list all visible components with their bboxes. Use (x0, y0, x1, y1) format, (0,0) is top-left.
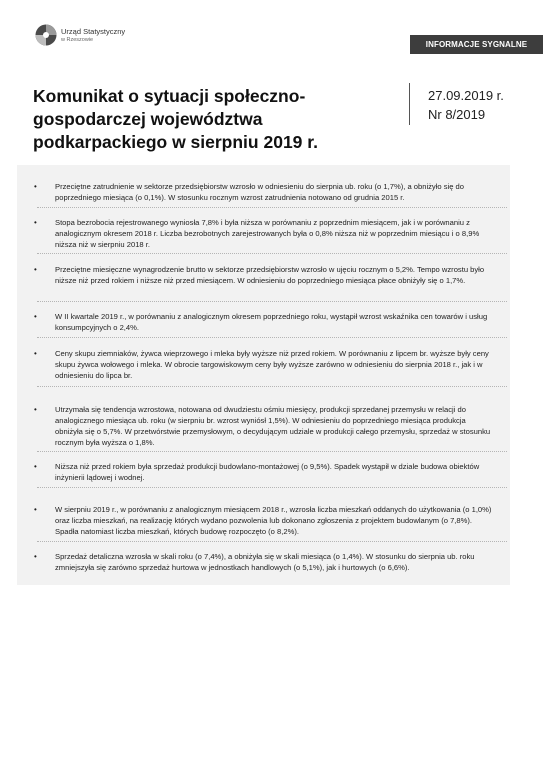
bullet-icon: • (34, 462, 37, 471)
list-item-text: W II kwartale 2019 r., w porównaniu z analogicznym okresem poprzedniego roku, wystąpił wzrost wskaźnika cen towarów i usług konsumpcyjnych o 2,4%. (55, 312, 488, 332)
bullet-icon: • (34, 312, 37, 321)
publication-meta (428, 86, 504, 124)
list-item-text: Niższa niż przed rokiem była sprzedaż produkcji budowlano-montażowej (o 9,5%). Spadek wystąpił w dziale budowa obiektów inżynierii lądowej i wodnej. (55, 462, 480, 482)
logo-text (61, 27, 125, 45)
logo-name: Urząd Statystyczny (61, 27, 126, 36)
logo (35, 24, 145, 50)
list-item-text: Stopa bezrobocia rejestrowanego wyniosła 7,8% i była niższa w porównaniu z poprzednim miesiącem, jak i w porównaniu z analogicznym okresem 2018 r. Liczba bezrobotnych zarejestrowanych była o 0,8% niższa niż w poprzednim miesiącu i o 8,9% niższa niż w sierpniu 2018 r. (55, 218, 480, 249)
logo-mark-icon (35, 24, 57, 46)
bullet-icon: • (34, 405, 37, 414)
list-item-text: W sierpniu 2019 r., w porównaniu z analogicznym miesiącem 2018 r., wzrosła liczba mieszkań oddanych do użytkowania (o 1,0%) oraz liczba mieszkań, na realizację których wydano pozwolenia lub dokonano zgłoszenia z projektem budowlanym (o 7,8%). Spadła natomiast liczba mieszkań, których budowę rozpoczęto (o 8,2%). (55, 505, 492, 536)
logo-subtitle: w Rzeszowie (61, 37, 94, 43)
page-title: Komunikat o sytuacji społeczno-gospodarczej województwa podkarpackiego w sierpniu 2019 r. (33, 86, 318, 152)
bullet-icon: • (34, 349, 37, 358)
section-tag: INFORMACJE SYGNALNE (410, 35, 543, 54)
item-separator (37, 487, 507, 488)
item-separator (37, 207, 507, 208)
bullet-icon: • (34, 505, 37, 514)
item-separator (37, 451, 507, 452)
item-separator (37, 541, 507, 542)
list-item-text: Utrzymała się tendencja wzrostowa, notowana od dwudziestu ośmiu miesięcy, produkcji sprzedanej przemysłu w relacji do analogicznego miesiąca ub. roku (w sierpniu br. wzrost wyniósł 1,5%). W odniesieniu do poprzedniego miesiąca produkcja obniżyła się o 5,7%. W przetwórstwie przemysłowym, o decydującym udziale w produkcji całego przemysłu, sprzedaż w stosunku rocznym była wyższa o 1,8%. (55, 405, 491, 447)
summary-panel (17, 165, 510, 585)
list-item-text: Sprzedaż detaliczna wzrosła w skali roku (o 7,4%), a obniżyła się w skali miesiąca (o 1,4%). W stosunku do sierpnia ub. roku zmniejszyła się zarówno sprzedaż hurtowa w jednostkach handlowych (o 5,1%), jak i hurtowych (o 6,6%). (55, 552, 475, 572)
list-item-text: Przeciętne zatrudnienie w sektorze przedsiębiorstw wzrosło w odniesieniu do sierpnia ub. roku (o 1,7%), a obniżyło się do poprzedniego miesiąca (o 0,1%). W stosunku rocznym wzrost zatrudnienia notowano od grudnia 2015 r. (55, 182, 465, 202)
publication-date: 27.09.2019 r. (428, 88, 504, 103)
list-item-text: Ceny skupu ziemniaków, żywca wieprzowego i mleka były wyższe niż przed rokiem. W porównaniu z lipcem br. wyższe były ceny skupu żywca wołowego i mleka. W obrocie targowiskowym ceny były wyższe zarówno w odniesieniu do sierpnia 2018 r., jak i w odniesieniu do lipca br. (55, 349, 489, 380)
bullet-icon: • (34, 218, 37, 227)
list-item-text: Przeciętne miesięczne wynagrodzenie brutto w sektorze przedsiębiorstw wzrosło w ujęciu rocznym o 5,2%. Tempo wzrostu było niższe niż przed rokiem i niższe niż przed miesiącem. W odniesieniu do poprzedniego miesiąca płace obniżyły się o 1,7%. (55, 265, 485, 285)
bullet-icon: • (34, 265, 37, 274)
item-separator (37, 301, 507, 302)
item-separator (37, 337, 507, 338)
title-divider (409, 83, 410, 125)
item-separator (37, 253, 507, 254)
bullet-icon: • (34, 552, 37, 561)
bullet-icon: • (34, 182, 37, 191)
publication-number: Nr 8/2019 (428, 107, 486, 122)
item-separator (37, 386, 507, 387)
